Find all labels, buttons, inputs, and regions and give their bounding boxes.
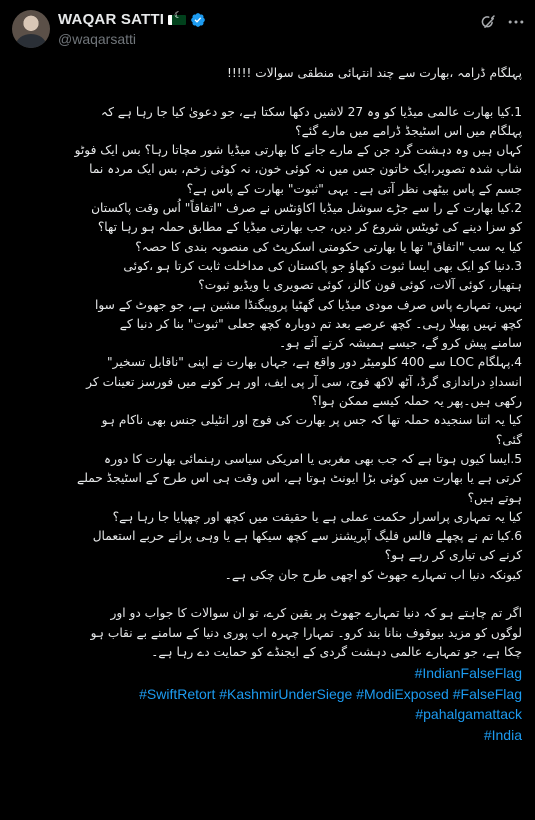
post-line — [12, 83, 522, 102]
post-line — [12, 585, 522, 604]
pakistan-flag-icon — [168, 15, 186, 25]
post-line: 5.ایسا کیوں ہوتا ہے کہ جب بھی مغربی یا امریکی سیاسی رہنمائی بھارت کا دورہ — [103, 451, 522, 466]
post-line: 4.پہلگام LOC سے 400 کلومیٹر دور واقع ہے، جہاں بھارت نے اپنی "ناقابل تسخیر" — [107, 355, 522, 370]
post-line: کیا یہ سب "اتفاق" تھا یا بھارتی حکومتی اسکرپٹ کی منصوبہ بندی کا حصہ؟ — [135, 239, 522, 254]
post-line: ہوتے ہیں؟ — [467, 490, 522, 505]
post-line: سامنے پیش کرو گے، جیسے ہمیشہ کرتے آئے ہو۔ — [279, 336, 522, 351]
post-line: ہتھیار، کوئی آلات، کوئی فون کالز، کوئی تصویری یا ویڈیو ثبوت؟ — [198, 278, 522, 293]
hashtag-link[interactable]: #FalseFlag — [452, 685, 522, 702]
post-line: 1.کیا بھارت عالمی میڈیا کو وہ 27 لاشیں دکھا سکتا ہے، جو دعویٰ کیا جا رہا ہے کہ — [100, 104, 522, 119]
post-line: رکھی ہیں۔پھر یہ حملہ کیسے ممکن ہوا؟ — [311, 394, 522, 409]
hashtag-link[interactable]: #IndianFalseFlag — [414, 665, 522, 682]
post-line: 2.کیا بھارت کے را سے جڑے سوشل میڈیا اکاؤنٹس نے صرف "اتفاقاً" اُس وقت پاکستان — [91, 201, 522, 216]
post-line: گئی؟ — [495, 432, 522, 447]
hashtag-link[interactable]: #SwiftRetort — [139, 685, 216, 702]
post-line: کہاں ہیں وہ دہشت گرد جن کے مارے جانے کا بھارتی میڈیا شور مچاتا رہا؟ بس ایک فوٹو — [74, 143, 522, 158]
post-line: اگر تم چاہتے ہو کہ دنیا تمہارے جھوٹ پر یقین کرے، تو ان سوالات کا جواب دو اور — [110, 606, 522, 621]
hashtag-link[interactable]: #pahalgamattack — [415, 706, 522, 723]
post-line: جسم کے پاس بیٹھی نظر آتی ہے۔ یہی "ثبوت" بھارت کے پاس ہے؟ — [186, 181, 522, 196]
post-line: کیونکہ دنیا اب تمہارے جھوٹ کو اچھی طرح جان چکی ہے۔ — [224, 567, 522, 582]
avatar-shoulders — [16, 34, 46, 48]
hashtag-link[interactable]: #KashmirUnderSiege — [219, 685, 353, 702]
verified-badge-icon — [190, 12, 206, 28]
post-header — [0, 0, 535, 56]
post-line: 6.کیا تم نے پچھلے فالس فلیگ آپریشنز سے کچھ سیکھا ہے یا وہی پرانے حربے استعمال — [92, 529, 522, 544]
post-line: انسدادِ دراندازی گرڈ، آٹھ لاکھ فوج، سی آر پی ایف، اور ہر کونے میں فورسز تعینات کر — [86, 374, 522, 389]
post-line: کچھ نہیں پھیلا رہی۔ کچھ عرصے بعد تم دوبارہ کچھ جعلی "ثبوت" بنا کر دنیا کے — [119, 316, 522, 331]
post-line: نہیں، تمہارے پاس صرف مودی میڈیا کی گھٹیا پروپیگنڈا مشین ہے، جو جھوٹ کے سوا — [94, 297, 522, 312]
grok-icon[interactable] — [479, 13, 497, 31]
post-line: کرتی ہے یا بھارت میں کوئی بڑا ایونٹ ہوتا ہے، اس وقت ہی اس طرح کے اسٹیجڈ حملے — [77, 471, 522, 486]
post-line: چکا ہے، جو تمہارے عالمی دہشت گردی کے ایجنڈے کو حمایت دے رہا ہے۔ — [151, 644, 522, 659]
author-display-name[interactable]: WAQAR SATTI — [58, 11, 165, 28]
hashtag-link[interactable]: #ModiExposed — [356, 685, 449, 702]
post-text — [12, 64, 522, 745]
avatar[interactable] — [12, 10, 50, 48]
post-line: 3.دنیا کو ایک بھی ایسا ثبوت دکھاؤ جو پاکستان کی مداخلت ثابت کرتا ہو ،کوئی — [123, 258, 522, 273]
post-line: کیا یہ اتنا سنجیدہ حملہ تھا کہ جس پر بھارت کی فوج اور انٹیلی جنس بھی ناکام ہو — [101, 413, 522, 428]
post-line: لوگوں کو مزید بیوقوف بنانا بند کرو۔ تمہارا چہرہ اب پوری دنیا کے سامنے بے نقاب ہو — [90, 625, 522, 640]
hashtag-link[interactable]: #India — [483, 726, 522, 743]
author-handle[interactable]: @waqarsatti — [58, 31, 137, 47]
post-line: کیا یہ تمہاری پراسرار حکمت عملی ہے یا حقیقت میں کچھ اور چھپایا جا رہا ہے؟ — [112, 509, 522, 524]
author-name-row — [58, 11, 206, 28]
post-line: پہلگام میں اس اسٹیجڈ ڈرامے میں مارے گئے؟ — [295, 123, 522, 138]
post-line: پہلگام ڈرامہ ،بھارت سے چند انتہائی منطقی سوالات !!!!! — [226, 66, 522, 80]
post-line: کو سزا دینے کی ٹویٹس شروع کر دیں، جب بھارتی میڈیا کے مطابق حملہ ہو رہا تھا؟ — [97, 220, 522, 235]
post-line: کرنے کی تیاری کر رہے ہو؟ — [384, 548, 522, 563]
hashtag-list — [12, 663, 522, 745]
more-options-icon[interactable] — [506, 12, 526, 32]
post-line: شاپ شدہ تصویر،ایک خاتون جس میں نہ کوئی خون، نہ کوئی زخم، بس ایک مردہ نما — [89, 162, 522, 177]
